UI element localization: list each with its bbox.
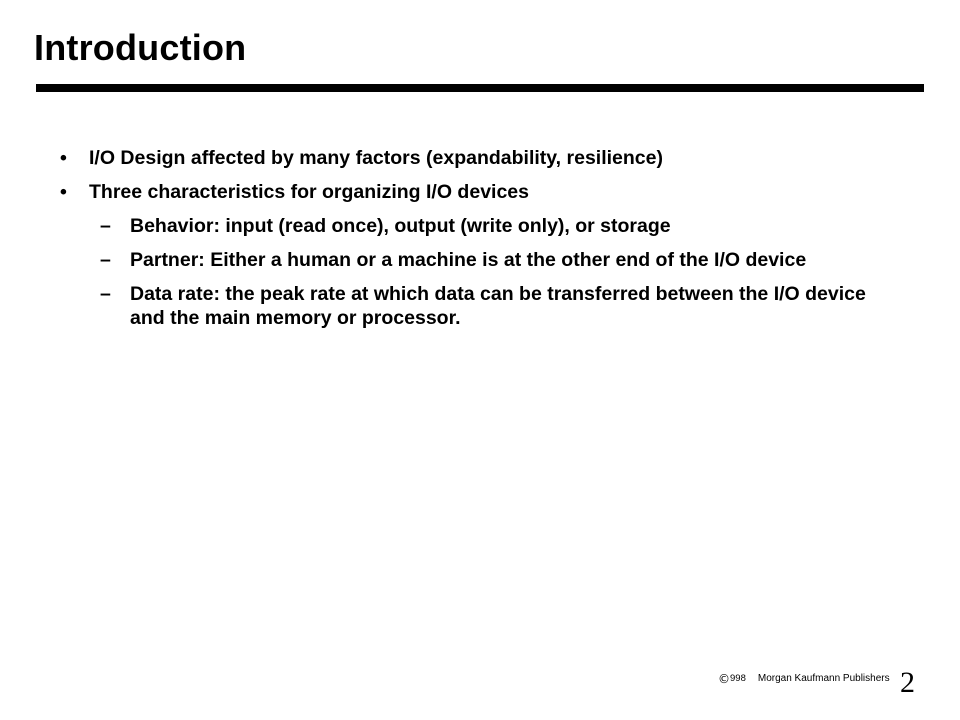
bullet-text: Three characteristics for organizing I/O devices	[89, 181, 529, 203]
copyright-icon: ©	[718, 672, 730, 686]
sub-bullet-item	[100, 248, 890, 272]
bullet-dot-icon: •	[60, 181, 67, 203]
bullet-item	[60, 180, 900, 204]
dash-icon: –	[100, 215, 111, 237]
copyright-year: 998	[730, 673, 746, 684]
sub-bullet-item	[100, 214, 890, 238]
slide-content	[60, 146, 900, 340]
bullet-item	[60, 146, 900, 170]
slide-footer	[718, 672, 898, 686]
bullet-text: I/O Design affected by many factors (expandability, resilience)	[89, 147, 663, 169]
sub-bullet-item	[100, 282, 890, 330]
sub-bullet-text: Data rate: the peak rate at which data can be transferred between the I/O device and the main memory or processor.	[130, 283, 866, 329]
dash-icon: –	[100, 283, 111, 305]
page-number: 2	[900, 666, 915, 699]
sub-bullet-text: Behavior: input (read once), output (write only), or storage	[130, 215, 671, 237]
title-underline-rule	[36, 84, 924, 92]
publisher-name: Morgan Kaufmann Publishers	[757, 673, 890, 684]
slide-title: Introduction	[34, 27, 247, 68]
sub-bullet-text: Partner: Either a human or a machine is at the other end of the I/O device	[130, 249, 807, 271]
dash-icon: –	[100, 249, 111, 271]
bullet-dot-icon: •	[60, 147, 67, 169]
